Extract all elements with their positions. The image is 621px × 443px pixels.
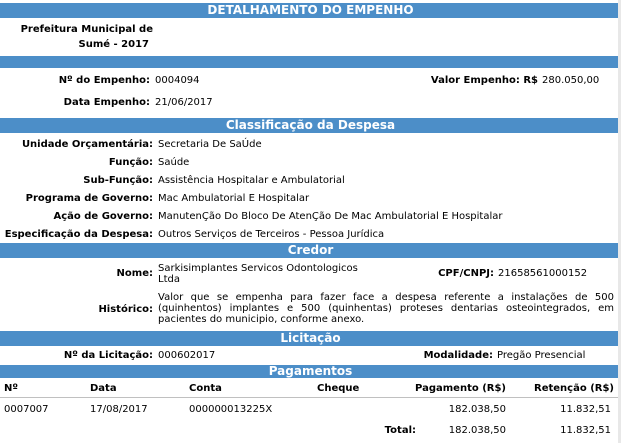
empenho-amount-label: Valor Empenho: R$ bbox=[430, 75, 538, 86]
historico-label: Histórico: bbox=[98, 304, 153, 315]
unidade-orcamentaria-value: Secretaria De SaÚde bbox=[158, 139, 262, 150]
total-retencao: 11.832,51 bbox=[560, 425, 611, 436]
modalidade-value: Pregão Presencial bbox=[497, 350, 586, 361]
credor-name-label: Nome: bbox=[116, 268, 153, 279]
column-header-numero: Nº bbox=[4, 383, 19, 394]
empenho-number-label: Nº do Empenho: bbox=[58, 75, 150, 86]
page-title: DETALHAMENTO DO EMPENHO bbox=[0, 3, 621, 18]
historico-text: Valor que se empenha para fazer face a despesa referente a instalações de 500 (quinhentos) implantes e 500 (quinhentas) proteses dentarias osteointegrados, em pacientes do municipio, conforme anexo. bbox=[158, 292, 614, 325]
empty-section-bar bbox=[0, 56, 621, 68]
subfuncao-value: Assistência Hospitalar e Ambulatorial bbox=[158, 175, 345, 186]
unidade-orcamentaria-label: Unidade Orçamentária: bbox=[21, 139, 153, 150]
column-header-data: Data bbox=[90, 383, 117, 394]
licitacao-number-label: Nº da Licitação: bbox=[63, 350, 153, 361]
org-name-line2: Sumé - 2017 bbox=[78, 39, 149, 50]
cpf-cnpj-label: CPF/CNPJ: bbox=[438, 268, 494, 279]
table-divider bbox=[0, 397, 621, 398]
column-header-cheque: Cheque bbox=[317, 383, 360, 394]
subfuncao-label: Sub-Função: bbox=[83, 175, 153, 186]
licitacao-number-value: 000602017 bbox=[158, 350, 216, 361]
section-licitacao-header: Licitação bbox=[0, 331, 621, 346]
empenho-date-label: Data Empenho: bbox=[63, 97, 150, 108]
programa-governo-label: Programa de Governo: bbox=[25, 193, 153, 204]
payment-row-numero: 0007007 bbox=[4, 404, 49, 415]
especificacao-despesa-value: Outros Serviços de Terceiros - Pessoa Jurídica bbox=[158, 229, 385, 240]
column-header-conta: Conta bbox=[189, 383, 222, 394]
total-label: Total: bbox=[384, 425, 416, 436]
payment-row-pagamento: 182.038,50 bbox=[448, 404, 506, 415]
funcao-label: Função: bbox=[108, 157, 153, 168]
section-classificacao-header: Classificação da Despesa bbox=[0, 118, 621, 133]
column-header-retencao: Retenção (R$) bbox=[534, 383, 614, 394]
empenho-amount-value: 280.050,00 bbox=[542, 75, 600, 86]
empenho-number-value: 0004094 bbox=[155, 75, 200, 86]
cpf-cnpj-value: 21658561000152 bbox=[498, 268, 588, 279]
funcao-value: Saúde bbox=[158, 157, 190, 168]
empenho-date-value: 21/06/2017 bbox=[155, 97, 213, 108]
credor-name-line1: Sarkisimplantes Servicos Odontologicos bbox=[158, 263, 358, 274]
acao-governo-label: Ação de Governo: bbox=[53, 211, 153, 222]
column-header-pagamento: Pagamento (R$) bbox=[415, 383, 506, 394]
programa-governo-value: Mac Ambulatorial E Hospitalar bbox=[158, 193, 310, 204]
credor-name-line2: Ltda bbox=[158, 274, 180, 285]
acao-governo-value: ManutenÇão Do Bloco De AtenÇão De Mac Ambulatorial E Hospitalar bbox=[158, 211, 503, 222]
especificacao-despesa-label: Especificação da Despesa: bbox=[4, 229, 153, 240]
modalidade-label: Modalidade: bbox=[423, 350, 493, 361]
org-name-line1: Prefeitura Municipal de bbox=[20, 24, 153, 35]
section-pagamentos-header: Pagamentos bbox=[0, 365, 621, 378]
payment-row-retencao: 11.832,51 bbox=[560, 404, 611, 415]
total-pagamento: 182.038,50 bbox=[448, 425, 506, 436]
payment-row-data: 17/08/2017 bbox=[90, 404, 148, 415]
section-credor-header: Credor bbox=[0, 243, 621, 258]
payment-row-conta: 000000013225X bbox=[189, 404, 273, 415]
